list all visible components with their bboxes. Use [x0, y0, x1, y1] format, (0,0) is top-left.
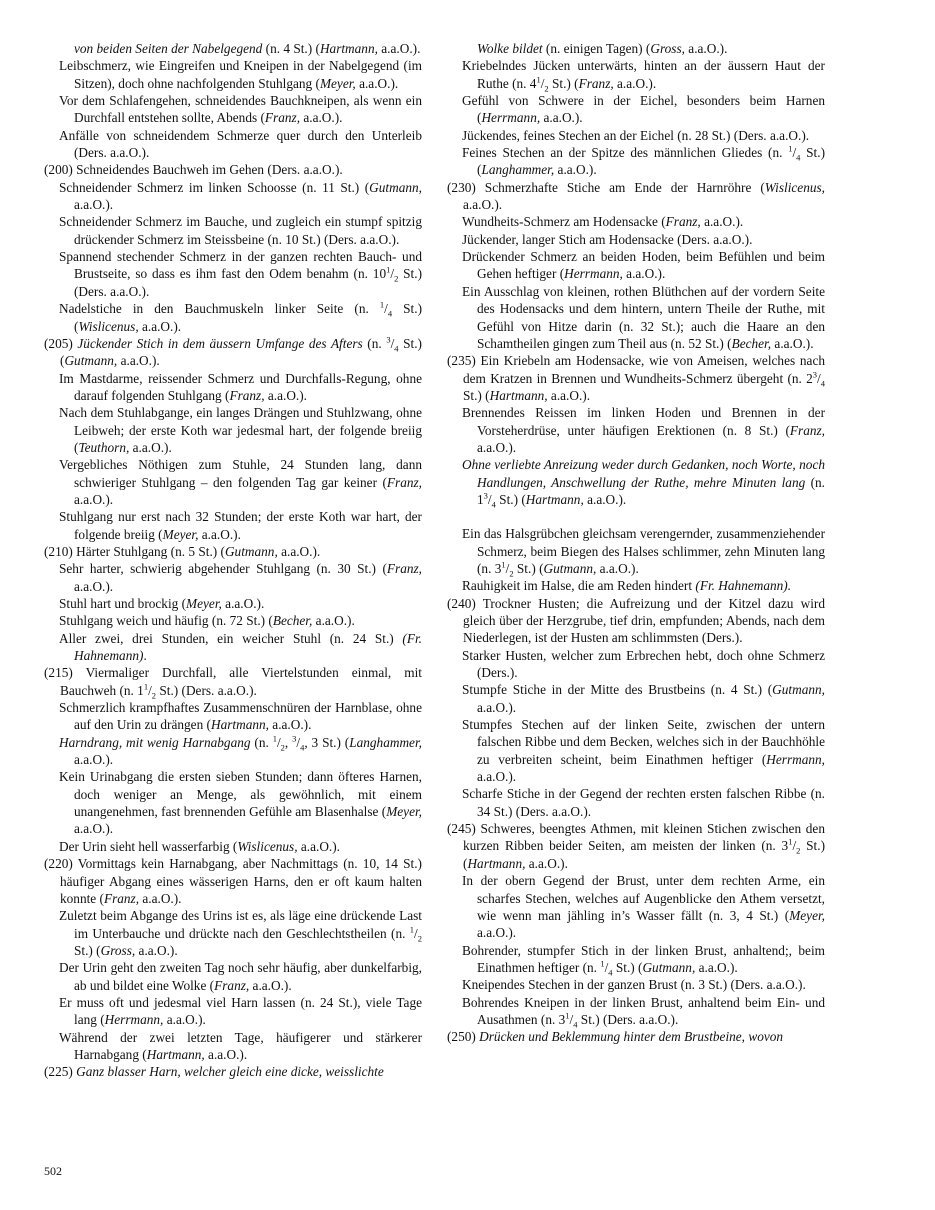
symptom-entry: Der Urin geht den zweiten Tag noch sehr häufig, aber dunkelfarbig, ab und bildet eine Wolke (Franz, a.a.O.). — [59, 960, 422, 993]
symptom-entry: Nadelstiche in den Bauchmuskeln linker Seite (n. $^1/_4$ St.) (Wislicenus, a.a.O.). — [59, 299, 422, 334]
symptom-entry: Stumpfe Stiche in der Mitte des Brustbeins (n. 4 St.) (Gutmann, a.a.O.). — [462, 682, 825, 715]
numbered-symptom-entry: (210) Härter Stuhlgang (n. 5 St.) (Gutmann, a.a.O.). — [44, 543, 321, 559]
symptom-entry: Schneidender Schmerz im linken Schoosse (n. 11 St.) (Gutmann, a.a.O.). — [59, 179, 422, 213]
symptom-entry: Zuletzt beim Abgange des Urins ist es, als läge eine drückende Last im Unterbauche und drückte nach den Geschlechtstheilen (n. $^1/_2$ St.) (Gross, a.a.O.). — [59, 908, 422, 958]
symptom-entry: Feines Stechen an der Spitze des männlichen Gliedes (n. $^1/_4$ St.) (Langhammer, a.a.O.). — [462, 143, 825, 178]
symptom-entry: Harndrang, mit wenig Harnabgang (n. $^1/_2$, $^3/_4$, 3 St.) (Langhammer, a.a.O.). — [59, 733, 422, 768]
symptom-entry: Ein das Halsgrübchen gleichsam verengernder, zusammenziehender Schmerz, beim Biegen des Halses schlimmer, zehn Minuten lang (n. $3^1/_2$ St.) (Gutmann, a.a.O.). — [462, 526, 825, 579]
page-number: 502 — [44, 1164, 62, 1178]
symptom-entry: Kein Urinabgang die ersten sieben Stunden; dann öfteres Harnen, doch weniger an Menge, als gewöhnlich, mit einem unangenehmen, fast brennenden Gefühle am Blasenhalse (Meyer, a.a.O.). — [59, 769, 422, 837]
symptom-entry: Während der zwei letzten Tage, häufigerer und stärkerer Harnabgang (Hartmann, a.a.O.). — [59, 1029, 422, 1062]
symptom-entry: Brennendes Reissen im linken Hoden und Brennen in der Vorsteherdrüse, unter häufigen Erektionen (n. 8 St.) (Franz, a.a.O.). — [462, 405, 825, 455]
symptom-entry: Stumpfes Stechen auf der linken Seite, zwischen der untern falschen Ribbe und dem Becken, welches sich in der Bauchhöhle zu verbreiten scheint, beim Einathmen heftiger (Herrmann, a.a.O.). — [462, 717, 825, 785]
numbered-symptom-entry: (225) Ganz blasser Harn, welcher gleich eine dicke, weisslichte — [44, 1064, 384, 1080]
numbered-symptom-entry: (200) Schneidendes Bauchweh im Gehen (Ders. a.a.O.). — [44, 162, 343, 178]
symptom-entry: Jückender, langer Stich am Hodensacke (Ders. a.a.O.). — [462, 231, 753, 247]
symptom-entry: Ohne verliebte Anreizung weder durch Gedanken, noch Worte, noch Handlungen, Anschwellung der Ruthe, mehre Minuten lang (n. $1^3/_4$ St.) (Hartmann, a.a.O.). — [462, 457, 825, 510]
numbered-symptom-entry: (215) Viermaliger Durchfall, alle Viertelstunden einmal, mit Bauchweh (n. $1^1/_2$ St.) (Ders. a.a.O.). — [44, 665, 422, 701]
symptom-entry: Aller zwei, drei Stunden, ein weicher Stuhl (n. 24 St.) (Fr. Hahnemann). — [59, 630, 422, 664]
symptom-entry: Ein Ausschlag von kleinen, rothen Blüthchen auf der vordern Seite des Hodensacks und dem hintern, untern Theile der Ruthe, mit Gefühl von Hitze darin (n. 32 St.); auch die Haare an den Schamtheilen gingen zum Theil aus (n. 52 St.) (Becher, a.a.O.). — [462, 283, 825, 351]
symptom-entry: Spannend stechender Schmerz in der ganzen rechten Bauch- und Brustseite, so dass es ihm fast den Odem benahm (n. $10^1/_2$ St.) (Ders. a.a.O.). — [59, 249, 422, 299]
symptom-entry: Starker Husten, welcher zum Erbrechen hebt, doch ohne Schmerz (Ders.). — [462, 647, 825, 681]
symptom-entry: Schmerzlich krampfhaftes Zusammenschnüren der Harnblase, ohne auf den Urin zu drängen (Hartmann, a.a.O.). — [59, 700, 422, 733]
symptom-entry: Anfälle von schneidendem Schmerze quer durch den Unterleib (Ders. a.a.O.). — [59, 127, 422, 161]
symptom-entry: Leibschmerz, wie Eingreifen und Kneipen in der Nabelgegend (im Sitzen), doch ohne nachfolgenden Stuhlgang (Meyer, a.a.O.). — [59, 58, 422, 91]
symptom-entry: Scharfe Stiche in der Gegend der rechten ersten falschen Ribbe (n. 34 St.) (Ders. a.a.O.). — [462, 786, 825, 819]
symptom-entry: Kriebelndes Jücken unterwärts, hinten an der äussern Haut der Ruthe (n. $4^1/_2$ St.) (Franz, a.a.O.). — [462, 58, 825, 94]
numbered-symptom-entry: (205) Jückender Stich in dem äussern Umfange des Afters (n. $^3/_4$ St.) (Gutmann, a.a.O.). — [44, 334, 422, 369]
continued-entry: Wolke bildet (n. einigen Tagen) (Gross, a.a.O.). — [477, 41, 728, 56]
symptom-entry: In der obern Gegend der Brust, unter dem rechten Arme, ein scharfes Stechen, welches auf Augenblicke den Athem versetzt, wie wenn man jähling in’s Wasser fällt (n. 3, 4 St.) (Meyer, a.a.O.). — [462, 873, 825, 941]
symptom-entry: Bohrender, stumpfer Stich in der linken Brust, anhaltend;, beim Einathmen heftiger (n. $^1/_4$ St.) (Gutmann, a.a.O.). — [462, 942, 825, 978]
numbered-symptom-entry: (235) Ein Kriebeln am Hodensacke, wie von Ameisen, welches nach dem Kratzen in Brennen und Wundheits-Schmerz übergeht (n. $2^3/_4$ St.) (Hartmann, a.a.O.). — [447, 353, 825, 403]
symptom-entry: Wundheits-Schmerz am Hodensacke (Franz, a.a.O.). — [462, 214, 744, 230]
symptom-entry: Stuhl hart und brockig (Meyer, a.a.O.). — [59, 596, 265, 611]
symptom-entry: Stuhlgang weich und häufig (n. 72 St.) (Becher, a.a.O.). — [59, 613, 355, 629]
paragraph-gap — [447, 508, 825, 525]
symptom-entry: Vor dem Schlafengehen, schneidendes Bauchkneipen, als wenn ein Durchfall entstehen sollte, Abends (Franz, a.a.O.). — [59, 93, 422, 126]
symptom-entry: Er muss oft und jedesmal viel Harn lassen (n. 24 St.), viele Tage lang (Herrmann, a.a.O.). — [59, 994, 422, 1028]
symptom-entry: Kneipendes Stechen in der ganzen Brust (n. 3 St.) (Ders. a.a.O.). — [462, 977, 806, 993]
symptom-entry: Vergebliches Nöthigen zum Stuhle, 24 Stunden lang, dann schwieriger Stuhlgang – den folgenden Tag gar keiner (Franz, a.a.O.). — [59, 457, 422, 507]
numbered-symptom-entry: (230) Schmerzhafte Stiche am Ende der Harnröhre (Wislicenus, a.a.O.). — [447, 179, 825, 213]
symptom-entry: Bohrendes Kneipen in der linken Brust, anhaltend beim Ein- und Ausathmen (n. $3^1/_4$ St.) (Ders. a.a.O.). — [462, 994, 825, 1030]
numbered-symptom-entry: (240) Trockner Husten; die Aufreizung und der Kitzel dazu wird gleich über der Herzgrube, tief drin, empfunden; Abends, nach dem Niederlegen, ist der Husten am schlimmsten (Ders.). — [447, 595, 825, 646]
right-column — [447, 40, 825, 1046]
continued-entry: von beiden Seiten der Nabelgegend (n. 4 St.) (Hartmann, a.a.O.). — [74, 41, 421, 56]
symptom-entry: Stuhlgang nur erst nach 32 Stunden; der erste Koth war hart, der folgende breiig (Meyer, a.a.O.). — [59, 509, 422, 542]
numbered-symptom-entry: (250) Drücken und Beklemmung hinter dem Brustbeine, wovon — [447, 1029, 784, 1045]
symptom-entry: Im Mastdarme, reissender Schmerz und Durchfalls-Regung, ohne darauf folgenden Stuhlgang (Franz, a.a.O.). — [59, 370, 422, 403]
symptom-entry: Gefühl von Schwere in der Eichel, besonders beim Harnen (Herrmann, a.a.O.). — [462, 93, 825, 126]
symptom-entry: Rauhigkeit im Halse, die am Reden hindert (Fr. Hahnemann). — [462, 578, 792, 594]
symptom-entry: Schneidender Schmerz im Bauche, und zugleich ein stumpf spitzig drückender Schmerz im Steissbeine (n. 10 St.) (Ders. a.a.O.). — [59, 214, 422, 247]
symptom-entry: Jückendes, feines Stechen an der Eichel (n. 28 St.) (Ders. a.a.O.). — [462, 127, 810, 143]
symptom-entry: Nach dem Stuhlabgange, ein langes Drängen und Stuhlzwang, ohne Leibweh; der erste Koth war jedesmal hart, der folgende breiig (Teuthorn, a.a.O.). — [59, 405, 422, 455]
symptom-entry: Der Urin sieht hell wasserfarbig (Wislicenus, a.a.O.). — [59, 838, 341, 854]
numbered-symptom-entry: (245) Schweres, beengtes Athmen, mit kleinen Stichen zwischen den kurzen Ribben beider Seiten, am meisten der linken (n. $3^1/_2$ St.) (Hartmann, a.a.O.). — [447, 821, 826, 871]
numbered-symptom-entry: (220) Vormittags kein Harnabgang, aber Nachmittags (n. 10, 14 St.) häufiger Abgang eines wässerigen Harns, den er oft kaum halten konnte (Franz, a.a.O.). — [44, 856, 422, 906]
symptom-entry: Drückender Schmerz an beiden Hoden, beim Befühlen und beim Gehen heftiger (Herrmann, a.a.O.). — [462, 249, 825, 282]
symptom-entry: Sehr harter, schwierig abgehender Stuhlgang (n. 30 St.) (Franz, a.a.O.). — [59, 561, 422, 594]
left-column — [44, 40, 422, 1081]
